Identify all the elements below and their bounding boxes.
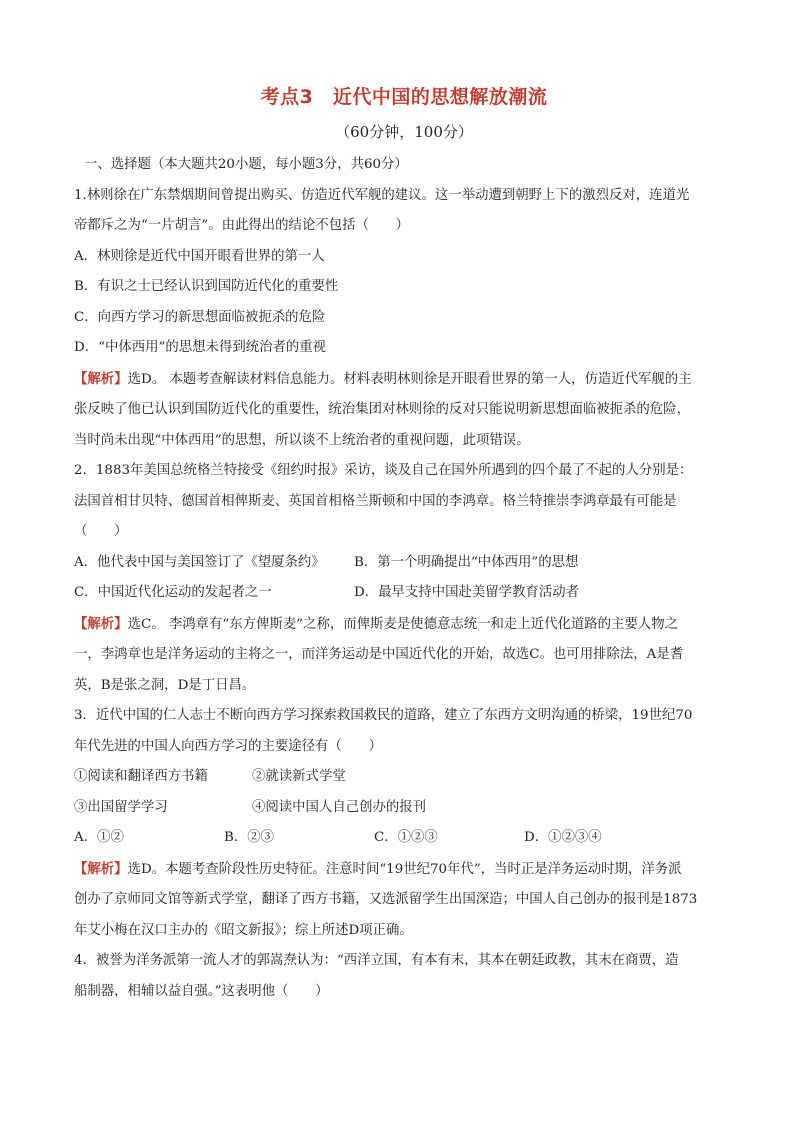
options-row bbox=[74, 823, 734, 854]
question-stem-line: 法国首相甘贝特、德国首相俾斯麦、英国首相格兰斯顿和中国的李鸿章。格兰特推崇李鸿章最有可能是 bbox=[74, 493, 677, 509]
question-stem-line: 年代先进的中国人向西方学习的主要途径有（ ） bbox=[74, 738, 382, 754]
option-c: C．向西方学习的新思想面临被扼杀的危险 bbox=[74, 309, 326, 325]
question-4 bbox=[74, 946, 734, 1007]
option-b: B．第一个明确提出“中体西用”的思想 bbox=[354, 554, 579, 570]
option-d: D．①②③④ bbox=[524, 830, 602, 845]
answer-text: 选D。 本题考查解读材料信息能力。材料表明林则徐是开眼看世界的第一人，仿造近代军舰的主 bbox=[127, 371, 692, 387]
answer-tag: 【解析】 bbox=[74, 860, 128, 877]
question-stem-line: 2．1883年美国总统格兰特接受《纽约时报》采访，谈及自己在国外所遇到的四个最了不起的人分别是： bbox=[74, 463, 693, 478]
statement-4: ④阅读中国人自己创办的报刊 bbox=[252, 799, 427, 815]
statement-row bbox=[74, 762, 734, 793]
statement-2: ②就读新式学堂 bbox=[252, 769, 346, 784]
answer-line bbox=[74, 364, 734, 396]
question-3 bbox=[74, 701, 734, 946]
option-c: C．中国近代化运动的发起者之一 bbox=[74, 585, 272, 600]
statement-row bbox=[74, 793, 734, 824]
page-title: 考点3 近代中国的思想解放潮流 bbox=[260, 86, 548, 108]
answer-line: 创办了京师同文馆等新式学堂，翻译了西方书籍，又选派留学生出国深造；中国人自己创办的报刊是1873 bbox=[74, 892, 698, 907]
answer-line: 当时尚未出现“中体西用”的思想，所以谈不上统治者的重视问题，此项错误。 bbox=[74, 432, 530, 448]
question-stem-line: 帝都斥之为“一片胡言”。由此得出的结论不包括（ ） bbox=[74, 218, 410, 233]
page-subtitle: （60分钟，100分） bbox=[335, 123, 473, 141]
answer-line: 英，B是张之洞，D是丁日昌。 bbox=[74, 677, 256, 693]
section-heading: 一、选择题（本大题共20小题，每小题3分，共60分） bbox=[84, 157, 408, 172]
option-b: B．②③ bbox=[224, 830, 275, 845]
option-c: C．①②③ bbox=[374, 830, 438, 845]
answer-tag: 【解析】 bbox=[74, 370, 128, 387]
question-2 bbox=[74, 456, 734, 701]
options-row bbox=[74, 548, 734, 579]
option-a: A．林则徐是近代中国开眼看世界的第一人 bbox=[74, 248, 325, 264]
question-stem-line: 船制器，相辅以益自强。”这表明他（ ） bbox=[74, 983, 329, 999]
answer-line: 张反映了他已认识到国防近代化的重要性，统治集团对林则徐的反对只能说明新思想面临被扼杀的危险， bbox=[74, 402, 690, 417]
answer-line: 年艾小梅在汉口主办的《昭文新报》；综上所述D项正确。 bbox=[74, 922, 413, 938]
question-stem-line: （ ） bbox=[74, 524, 128, 539]
options-row bbox=[74, 578, 734, 609]
statement-3: ③出国留学学习 bbox=[74, 799, 168, 815]
question-stem-line: 1.林则徐在广东禁烟期间曾提出购买、仿造近代军舰的建议。这一举动遭到朝野上下的激烈反对，连道光 bbox=[74, 187, 690, 203]
answer-text: 选C。 李鸿章有“东方俾斯麦”之称，而俾斯麦是使德意志统一和走上近代化道路的主要人物之 bbox=[127, 616, 678, 632]
option-a: A．①② bbox=[74, 830, 124, 845]
option-b: B．有识之士已经认识到国防近代化的重要性 bbox=[74, 279, 339, 294]
option-d: D．最早支持中国赴美留学教育活动者 bbox=[354, 585, 579, 600]
answer-line: 一，李鸿章也是洋务运动的主将之一，而洋务运动是中国近代化的开始，故选C。也可用排除法，A是耆 bbox=[74, 647, 684, 662]
answer-text: 选D。本题考查阶段性历史特征。注意时间“19世纪70年代”，当时正是洋务运动时期，洋务派 bbox=[127, 861, 682, 877]
question-stem-line: 4．被誉为洋务派第一流人才的郭嵩焘认为：“西洋立国，有本有末，其本在朝廷政教，其末在商贾，造 bbox=[74, 953, 679, 968]
answer-tag: 【解析】 bbox=[74, 615, 128, 632]
answer-line bbox=[74, 854, 734, 886]
option-a: A．他代表中国与美国签订了《望厦条约》 bbox=[74, 554, 325, 570]
question-1 bbox=[74, 181, 734, 457]
option-d: D．“中体西用”的思想未得到统治者的重视 bbox=[74, 340, 327, 355]
question-stem-line: 3．近代中国的仁人志士不断向西方学习探索救国救民的道路，建立了东西方文明沟通的桥梁，19世纪70 bbox=[74, 708, 693, 723]
answer-line bbox=[74, 609, 734, 641]
statement-1: ①阅读和翻译西方书籍 bbox=[74, 769, 208, 784]
